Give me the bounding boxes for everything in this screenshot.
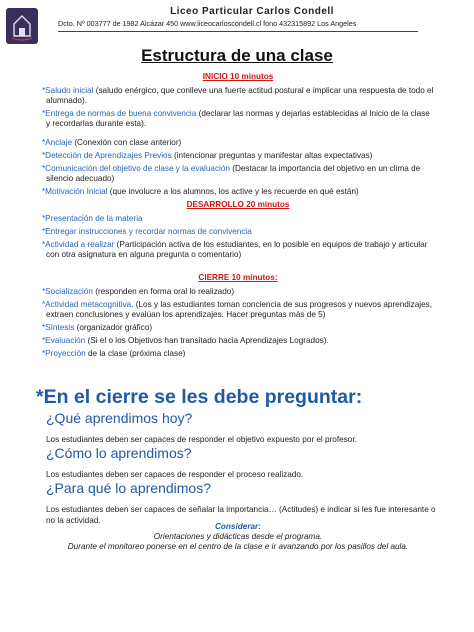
school-name: Liceo Particular Carlos Condell <box>170 6 334 17</box>
item-text: (Participación activa de los estudiantes, en lo posible en equipos de trabajo y articular con otra asignatura en alguna pregunta o comentario) <box>46 240 428 259</box>
inicio-item <box>42 86 434 106</box>
consider-heading: Considerar: <box>215 522 261 531</box>
item-label: *Socialización <box>42 287 93 296</box>
header-divider <box>58 31 418 32</box>
question-title: ¿Para qué lo aprendimos? <box>46 480 211 496</box>
item-label: *Presentación de la materia <box>42 214 143 223</box>
inicio-item <box>42 164 434 184</box>
item-label: *Actividad metacognitiva. <box>42 300 134 309</box>
question-title: ¿Cómo lo aprendimos? <box>46 445 192 461</box>
consider-note <box>42 522 434 552</box>
item-text: de la clase (próxima clase) <box>85 349 186 358</box>
cierre-item <box>42 287 434 297</box>
question-title: ¿Qué aprendimos hoy? <box>46 410 193 426</box>
item-label: *Entrega de normas de buena convivencia <box>42 109 197 118</box>
inicio-item <box>42 109 434 129</box>
desarrollo-item <box>42 227 434 237</box>
question-block <box>46 480 440 526</box>
question-block <box>46 410 440 445</box>
item-text: (que involucre a los alumnos, los active y les recuerde en qué están) <box>107 187 359 196</box>
cierre-item <box>42 336 434 346</box>
item-label: *Síntesis <box>42 323 75 332</box>
item-label: *Proyección <box>42 349 86 358</box>
item-text: (intencionar preguntas y manifestar altas expectativas) <box>171 151 373 160</box>
inicio-item <box>42 187 434 197</box>
item-text: (Los y las estudiantes toman conciencia de sus progresos y nuevos aprendizajes, extraen conclusiones y evalúan los aprendizajes. Hacer preguntas más de 5) <box>46 300 433 319</box>
consider-line: Durante el monitoreo ponerse en el centro de la clase e ir avanzando por los pasillos del aula. <box>67 542 409 551</box>
item-text: (Conexión con clase anterior) <box>72 138 182 147</box>
consider-line: Orientaciones y didácticas desde el programa. <box>153 532 323 541</box>
item-text: (organizador gráfico) <box>74 323 153 332</box>
question-answer: Los estudiantes deben ser capaces de señalar la importancia… (Actitudes) e indicar si les fue interesante o no la actividad. <box>46 505 436 525</box>
item-label: *Saludo inicial <box>42 86 94 95</box>
item-label: *Motivación Inicial <box>42 187 108 196</box>
question-answer: Los estudiantes deben ser capaces de responder el objetivo expuesto por el profesor. <box>46 435 357 444</box>
item-label: *Actividad a realizar <box>42 240 115 249</box>
item-label: *Detección de Aprendizajes Previos <box>42 151 172 160</box>
class-structure <box>42 72 434 362</box>
inicio-heading: INICIO 10 minutos <box>202 72 274 81</box>
closing-heading: *En el cierre se les debe preguntar: <box>36 386 363 408</box>
desarrollo-heading: DESARROLLO 20 minutos <box>186 200 290 209</box>
item-text: (Destacar la importancia del objetivo en un clima de silencio adecuado) <box>46 164 421 183</box>
page-title: Estructura de una clase <box>141 46 333 65</box>
cierre-heading: CIERRE 10 minutos: <box>198 273 278 282</box>
question-block <box>46 445 440 480</box>
cierre-item <box>42 300 434 320</box>
item-label: *Comunicación del objetivo de clase y la evaluación <box>42 164 230 173</box>
item-text: (responden en forma oral lo realizado) <box>92 287 235 296</box>
desarrollo-item <box>42 214 434 224</box>
item-label: *Evaluación <box>42 336 86 345</box>
cierre-item <box>42 323 434 333</box>
item-text: (saludo enérgico, que conlleve una fuerte actitud postural e implicar una respuesta de todo el alumnado). <box>46 86 434 105</box>
item-text: (declarar las normas y dejarlas establecidas al Inicio de la clase y recordarlas durante esta). <box>46 109 430 128</box>
school-info: Dcto. Nº 003777 de 1982 Alcázar 450 www.liceocarloscondell.cl fono 432315892 Los Angeles <box>58 19 357 28</box>
desarrollo-item <box>42 240 434 260</box>
inicio-item <box>42 151 434 161</box>
inicio-item <box>42 138 434 148</box>
item-text: (Si el o los Objetivos han transitado hacia Aprendizajes Logrados). <box>85 336 329 345</box>
item-label: *Anclaje <box>42 138 73 147</box>
cierre-item <box>42 349 434 359</box>
item-label: *Entregar instrucciones y recordar normas de convivencia <box>42 227 252 236</box>
question-answer: Los estudiantes deben ser capaces de responder el proceso realizado. <box>46 470 304 479</box>
